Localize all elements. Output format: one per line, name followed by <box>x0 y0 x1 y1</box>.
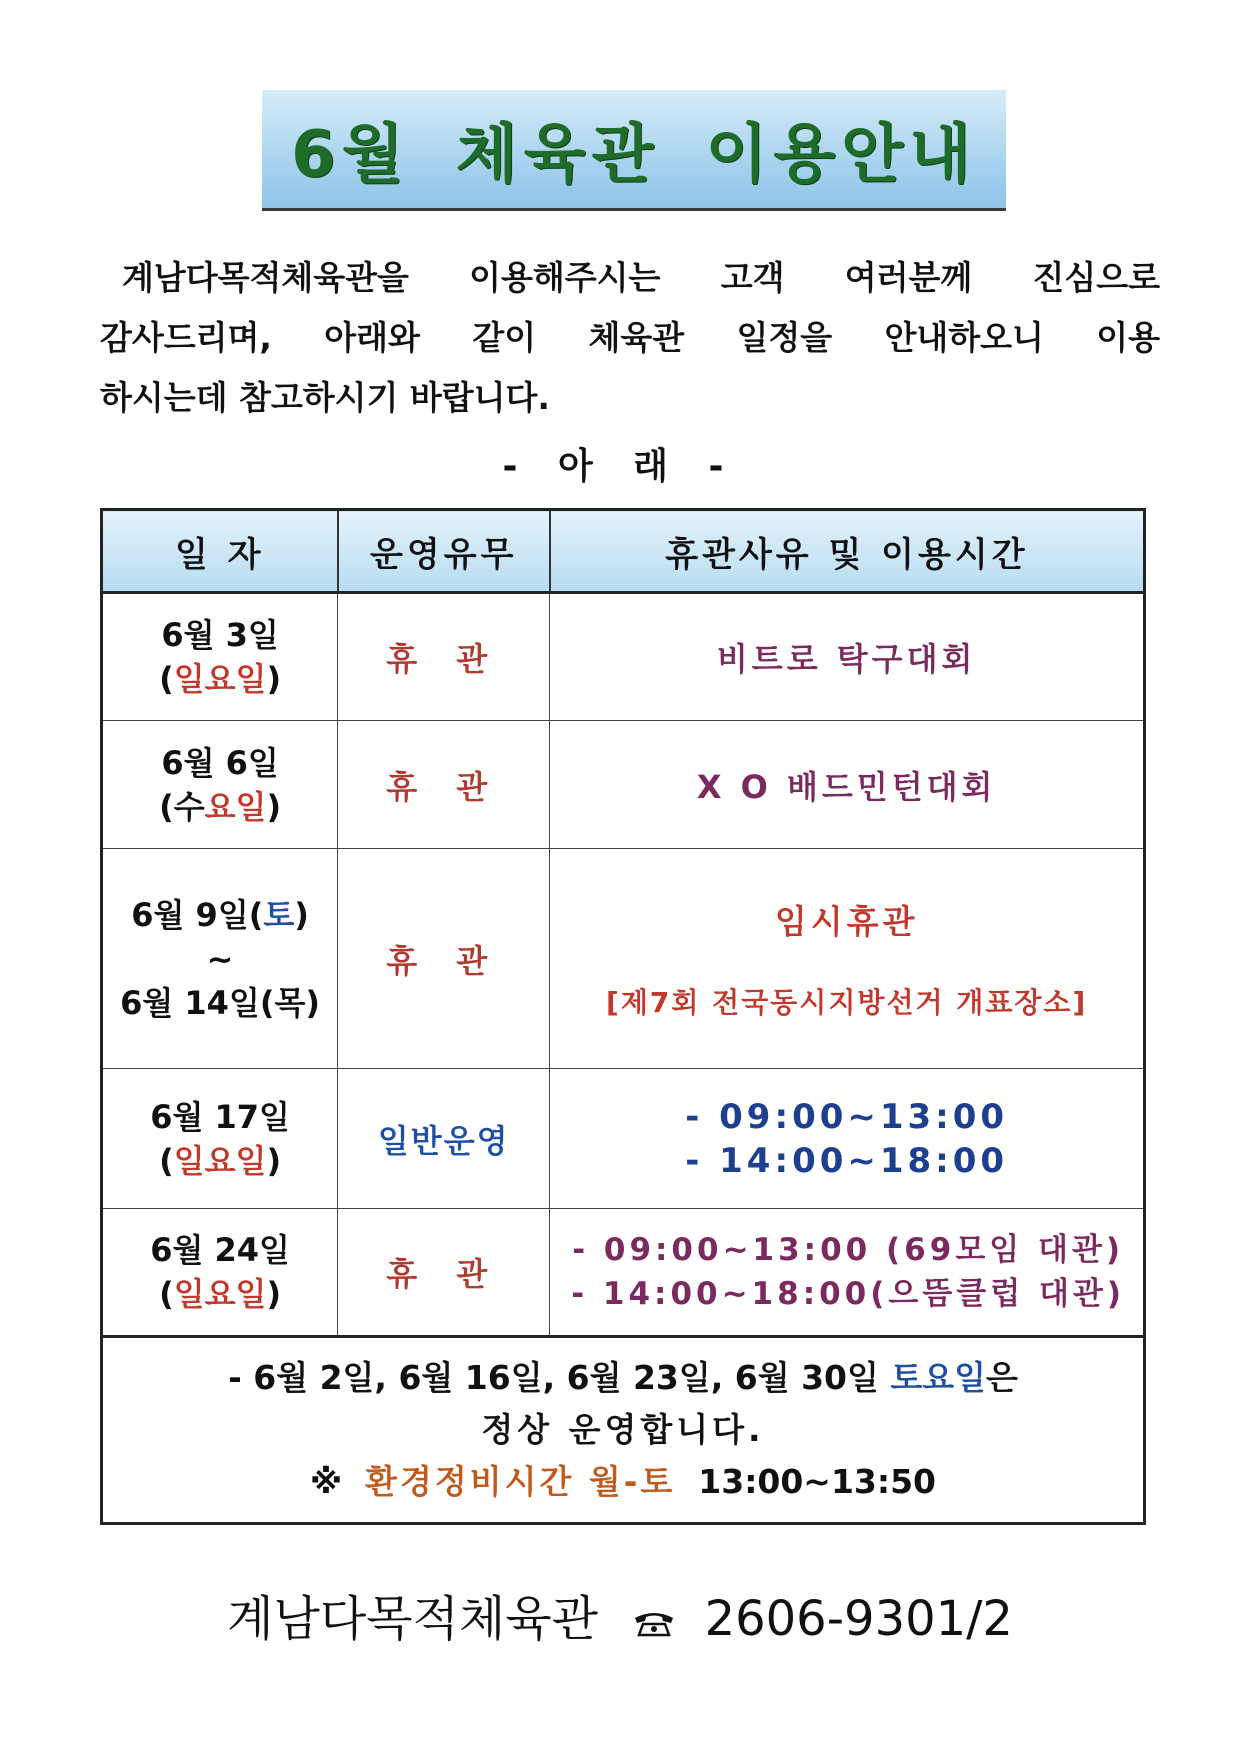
paren: ( <box>159 660 174 698</box>
date-weekday-line <box>104 785 336 829</box>
phone-number: 2606-9301/2 <box>704 1591 1013 1647</box>
intro-line-3: 하시는데 참고하시기 바랍니다. <box>100 378 550 417</box>
row-reason: X O 배드민턴대회 <box>550 721 1145 849</box>
intro-line-1: 계남다목적체육관을 이용해주시는 고객 여러분께 진심으로 <box>122 258 1160 297</box>
weekday-saturday: 토 <box>263 895 295 934</box>
time-slot-2: - 14:00~18:00 <box>685 1140 1009 1181</box>
date-weekday-line <box>104 657 336 701</box>
table-header-row <box>102 510 1145 593</box>
row-status: 휴 관 <box>338 721 550 849</box>
maintenance-time: 13:00~13:50 <box>698 1462 937 1501</box>
row-status: 휴 관 <box>338 849 550 1069</box>
date-main: 6월 17일 <box>150 1097 290 1136</box>
date-start <box>104 893 336 937</box>
reason-subtitle: [제7회 전국동시지방선거 개표장소] <box>606 986 1088 1019</box>
note-line-2: 정상 운영합니다. <box>481 1410 765 1449</box>
maintenance-label: 환경정비시간 월-토 <box>365 1462 676 1501</box>
row-reason: 비트로 탁구대회 <box>550 593 1145 721</box>
header-date: 일 자 <box>102 510 338 593</box>
paren: ( <box>159 1275 174 1313</box>
below-heading: - 아 래 - <box>502 446 738 487</box>
facility-name: 계남다목적체육관 <box>227 1591 599 1647</box>
weekday-sunday: 일요일 <box>173 1275 267 1313</box>
reason-title: 임시휴관 <box>774 902 919 941</box>
note-saturday: 토요일 <box>890 1358 987 1397</box>
row-date <box>102 593 338 721</box>
time-slot-1: - 09:00~13:00 <box>685 1096 1009 1137</box>
paren: ) <box>266 787 282 826</box>
date-main: 6월 6일 <box>161 743 279 782</box>
table-row <box>102 1069 1145 1209</box>
title-banner <box>262 90 1006 211</box>
header-reason: 휴관사유 및 이용시간 <box>550 510 1145 593</box>
telephone-icon <box>631 1594 677 1650</box>
paren: ) <box>266 660 282 698</box>
table-row <box>102 849 1145 1069</box>
date-range-tilde: ~ <box>206 939 234 978</box>
date-main: 6월 24일 <box>150 1231 290 1269</box>
row-reason <box>550 1209 1145 1337</box>
date-weekday-line <box>104 1139 336 1183</box>
intro-paragraph <box>100 248 1160 428</box>
paren: ) <box>294 895 309 934</box>
paren: ) <box>266 1275 282 1313</box>
note-dates: - 6월 2일, 6월 16일, 6월 23일, 6월 30일 <box>228 1358 891 1397</box>
page-title: 6월 체육관 이용안내 <box>291 118 977 192</box>
table-row <box>102 721 1145 849</box>
note-row <box>102 1337 1145 1524</box>
rental-slot-1: - 09:00~13:00 (69모임 대관) <box>572 1232 1125 1268</box>
table-row <box>102 593 1145 721</box>
weekday-sunday: 일요일 <box>173 660 267 698</box>
paren: (수 <box>159 787 205 826</box>
row-reason <box>550 1069 1145 1209</box>
paren: ) <box>266 1141 282 1180</box>
row-date <box>102 849 338 1069</box>
note-particle: 은 <box>986 1358 1018 1397</box>
rental-slot-2: - 14:00~18:00(으뜸클럽 대관) <box>571 1276 1126 1312</box>
schedule-table <box>100 508 1146 1525</box>
row-status: 휴 관 <box>338 593 550 721</box>
row-date <box>102 1069 338 1209</box>
date-end: 6월 14일(목) <box>120 983 321 1022</box>
row-status: 휴 관 <box>338 1209 550 1337</box>
note-line-3 <box>113 1456 1133 1508</box>
header-status: 운영유무 <box>338 510 550 593</box>
intro-line-2: 감사드리며, 아래와 같이 체육관 일정을 안내하오니 이용 <box>100 318 1160 357</box>
footer-contact <box>0 1580 1240 1650</box>
row-date <box>102 1209 338 1337</box>
date-weekday-line <box>104 1272 336 1316</box>
note-cell <box>102 1337 1145 1524</box>
row-status: 일반운영 <box>338 1069 550 1209</box>
weekday-sunday: 일요일 <box>173 1141 267 1180</box>
date-start-text: 6월 9일( <box>131 895 264 934</box>
date-main: 6월 3일 <box>161 616 279 654</box>
note-line-1 <box>113 1352 1133 1404</box>
row-reason <box>550 849 1145 1069</box>
row-date <box>102 721 338 849</box>
paren: ( <box>159 1141 174 1180</box>
weekday-wednesday: 요일 <box>204 787 267 826</box>
reference-mark: ※ <box>309 1462 343 1501</box>
table-row <box>102 1209 1145 1337</box>
